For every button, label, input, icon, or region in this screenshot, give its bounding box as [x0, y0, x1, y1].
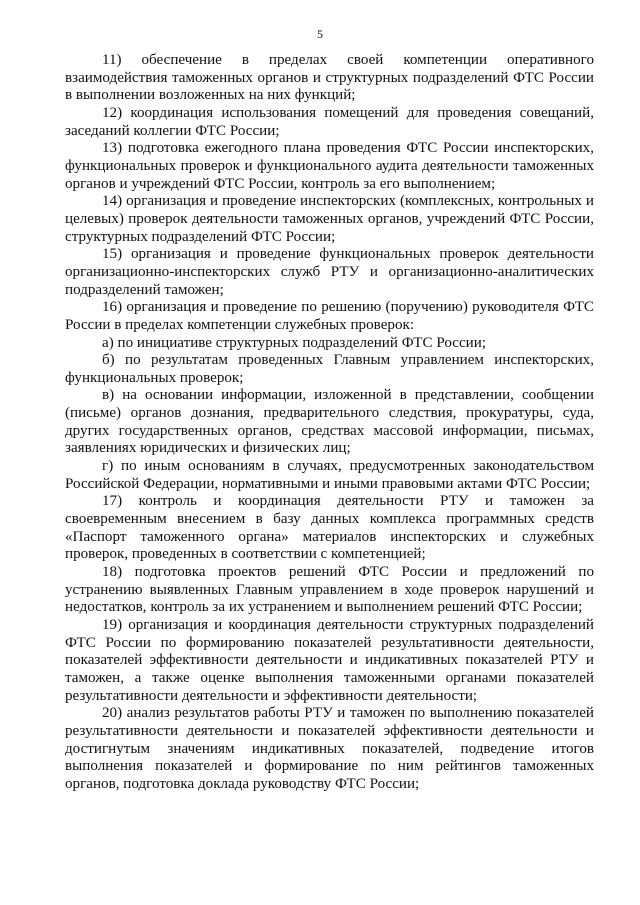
- paragraph-subitem-b: б) по результатам проведенных Главным управлением инспекторских, функциональных проверок;: [65, 352, 594, 386]
- paragraph-item-18: 18) подготовка проектов решений ФТС России и предложений по устранению выявленных Главным управлением в ходе проверок нарушений и недостатков, контроль за их устранением и выполнением решений ФТС России;: [65, 564, 594, 616]
- paragraph-item-17: 17) контроль и координация деятельности РТУ и таможен за своевременным внесением в базу данных комплекса программных средств «Паспорт таможенного органа» материалов инспекторских и служебных проверок, проведенных в соответствии с компетенцией;: [65, 493, 594, 563]
- document-body: [65, 52, 594, 794]
- paragraph-item-14: 14) организация и проведение инспекторских (комплексных, контрольных и целевых) проверок деятельности таможенных органов, учреждений ФТС России, структурных подразделений ФТС России;: [65, 193, 594, 245]
- paragraph-item-16: 16) организация и проведение по решению (поручению) руководителя ФТС России в пределах компетенции служебных проверок:: [65, 299, 594, 333]
- paragraph-subitem-v: в) на основании информации, изложенной в представлении, сообщении (письме) органов дознания, предварительного следствия, прокуратуры, суда, других государственных органов, средствах массовой информации, письмах, заявлениях юридических и физических лиц;: [65, 387, 594, 457]
- paragraph-item-19: 19) организация и координация деятельности структурных подразделений ФТС России по формированию показателей результативности деятельности, показателей эффективности деятельности и индикативных показателей РТУ и таможен, а также оценке выполнения таможенными органами показателей результативности деятельности и эффективности деятельности;: [65, 617, 594, 704]
- paragraph-item-15: 15) организация и проведение функциональных проверок деятельности организационно-инспекторских служб РТУ и организационно-аналитических подразделений таможен;: [65, 246, 594, 298]
- paragraph-item-11: 11) обеспечение в пределах своей компетенции оперативного взаимодействия таможенных органов и структурных подразделений ФТС России в выполнении возложенных на них функций;: [65, 52, 594, 104]
- paragraph-item-13: 13) подготовка ежегодного плана проведения ФТС России инспекторских, функциональных проверок и функционального аудита деятельности таможенных органов и учреждений ФТС России, контроль за его выполнением;: [65, 140, 594, 192]
- paragraph-item-12: 12) координация использования помещений для проведения совещаний, заседаний коллегии ФТС России;: [65, 104, 594, 139]
- paragraph-subitem-a: а) по инициативе структурных подразделений ФТС России;: [102, 334, 487, 351]
- page-number: 5: [317, 27, 323, 41]
- paragraph-subitem-g: г) по иным основаниям в случаях, предусмотренных законодательством Российской Федерации, нормативными и иными правовыми актами ФТС России;: [65, 458, 594, 492]
- paragraph-item-20: 20) анализ результатов работы РТУ и таможен по выполнению показателей результативности деятельности и показателей эффективности деятельности и достигнутым значениям индикативных показателей, подведение итогов выполнения показателей и формирование по ним рейтингов таможенных органов, подготовка доклада руководству ФТС России;: [65, 705, 594, 792]
